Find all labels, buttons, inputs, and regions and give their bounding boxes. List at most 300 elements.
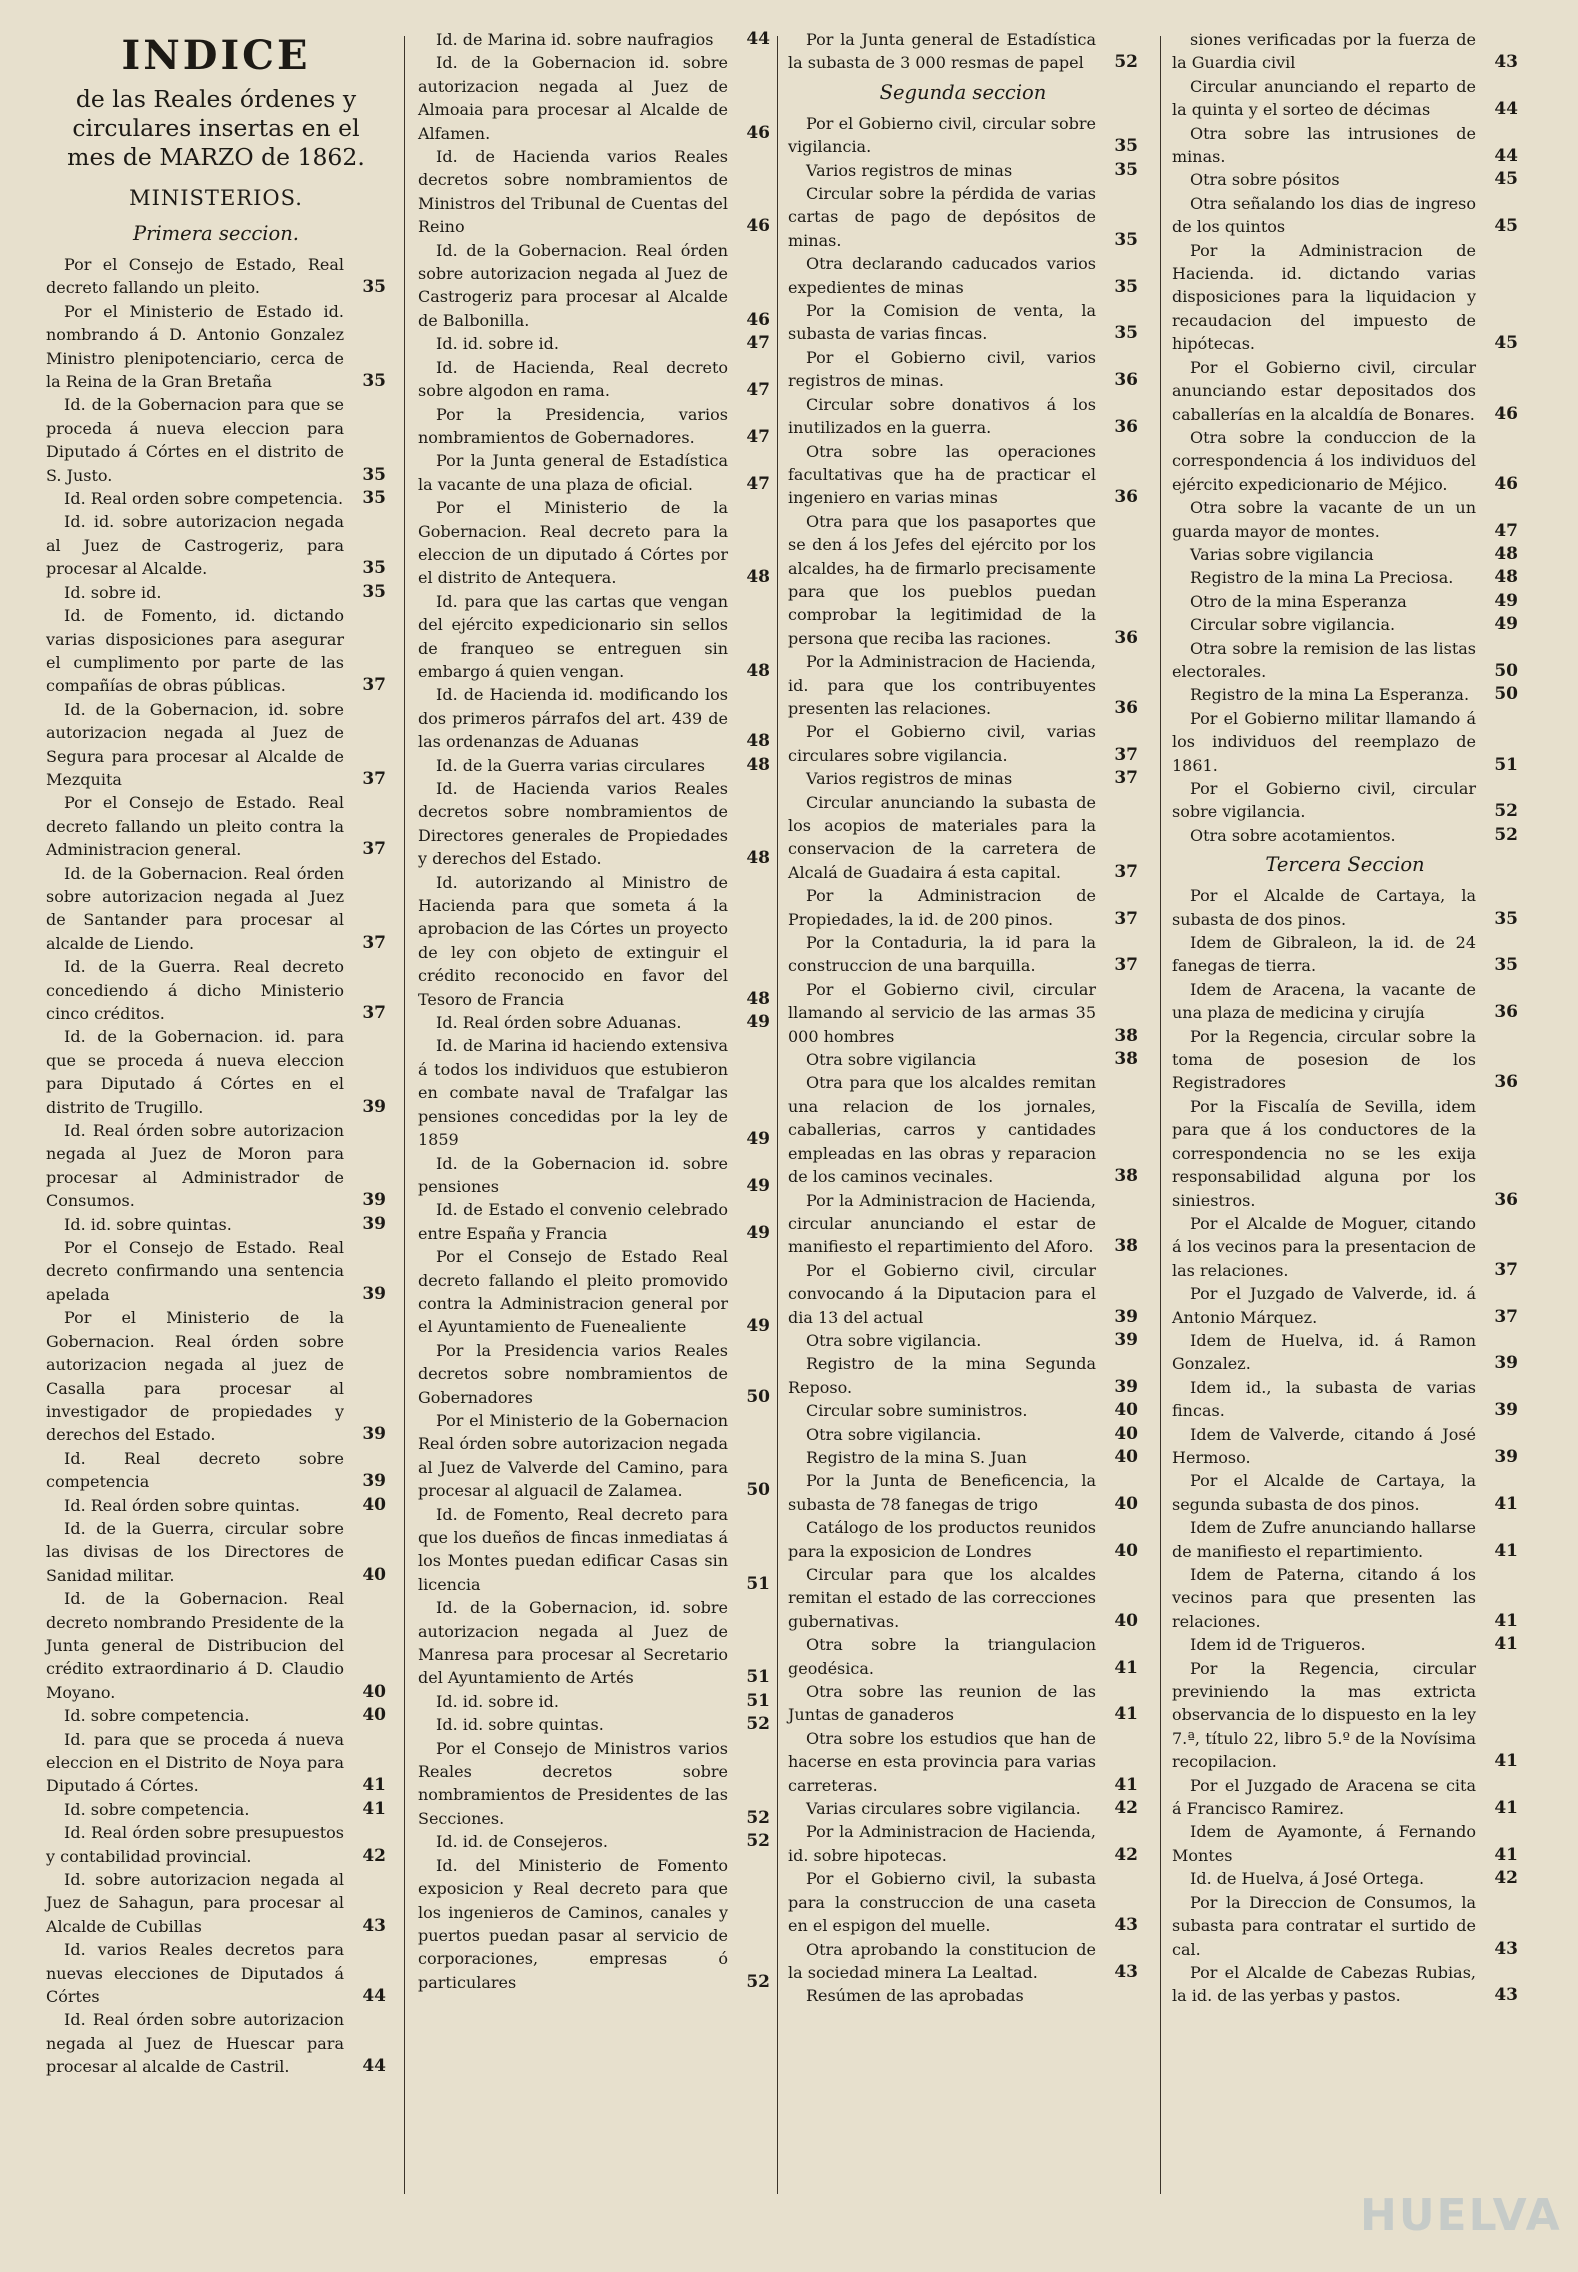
entry-text: Por el Consejo de Estado, Real decreto fallando un pleito. — [46, 255, 344, 298]
entry-text: Circular anunciando el reparto de la quinta y el sorteo de décimas — [1172, 76, 1476, 120]
index-entry — [418, 590, 770, 684]
entry-text: Otra declarando caducados varios expedientes de minas — [788, 254, 1096, 297]
index-entry — [1172, 28, 1518, 75]
entry-page-number: 39 — [1114, 1376, 1138, 1397]
entry-text: Otra sobre acotamientos. — [1190, 825, 1396, 845]
entry-page-number: 48 — [746, 988, 770, 1009]
entry-page-number: 52 — [746, 1831, 770, 1852]
entry-page-number: 39 — [362, 1190, 386, 1211]
entry-page-number: 40 — [362, 1681, 386, 1702]
index-entry — [46, 1517, 386, 1587]
entry-text: Idem de Valverde, citando á José Hermoso. — [1172, 1424, 1476, 1467]
index-entry — [788, 1633, 1138, 1680]
index-entry — [788, 1984, 1138, 2007]
entry-page-number: 41 — [1494, 1634, 1518, 1655]
entry-list-2 — [418, 28, 770, 1994]
entry-page-number: 39 — [1494, 1446, 1518, 1467]
entry-text: Id. id. sobre quintas. — [436, 1715, 604, 1735]
index-entry — [788, 884, 1138, 931]
entry-text: Circular anunciando la subasta de los acopios de materiales para la conservacion de la carretera de Alcalá de Guadaira á esta capital. — [788, 792, 1096, 882]
entry-page-number: 48 — [1494, 567, 1518, 588]
entry-text: Varias sobre vigilancia — [1190, 544, 1374, 564]
entry-text: Circular sobre vigilancia. — [1190, 615, 1396, 635]
entry-page-number: 43 — [1494, 1938, 1518, 1959]
entry-text: Id. de la Gobernacion. Real órden sobre autorizacion negada al Juez de Santander para procesar al alcalde de Liendo. — [46, 863, 344, 953]
entry-text: Id. de Hacienda varios Reales decretos sobre nombramientos de Ministros del Tribunal de Cuentas del Reino — [418, 147, 728, 237]
entry-text: Por la Regencia, circular previniendo la mas extricta observancia de lo dispuesto en la ley 7.ª, título 22, libro 5.º de la Novísima recopilacion. — [1172, 1658, 1476, 1772]
index-entry — [788, 1938, 1138, 1985]
index-entry — [46, 604, 386, 698]
entry-text: Idem de Aracena, la vacante de una plaza de medicina y cirujía — [1172, 979, 1476, 1023]
entry-page-number: 51 — [746, 1667, 770, 1688]
entry-text: Id. Real orden sobre competencia. — [64, 489, 344, 509]
entry-text: Por la Administracion de Hacienda, circular anunciando el estar de manifiesto el repartimiento del Aforo. — [788, 1190, 1096, 1257]
entry-page-number: 35 — [1494, 908, 1518, 929]
entry-text: Idem de Gibraleon, la id. de 24 fanegas de tierra. — [1172, 933, 1476, 976]
entry-text: Varios registros de minas — [806, 769, 1013, 789]
index-entry — [1172, 1376, 1518, 1423]
entry-page-number: 37 — [362, 839, 386, 860]
entry-text: Idem de Huelva, id. á Ramon Gonzalez. — [1172, 1330, 1476, 1374]
entry-text: Por el Ministerio de Estado id. nombrando á D. Antonio Gonzalez Ministro plenipotenciario, cerca de la Reina de la Gran Bretaña — [46, 301, 344, 392]
entry-page-number: 42 — [1494, 1868, 1518, 1889]
entry-page-number: 37 — [362, 768, 386, 789]
entry-text: Id. id. de Consejeros. — [436, 1832, 608, 1852]
entry-page-number: 39 — [1494, 1353, 1518, 1374]
index-entry — [788, 510, 1138, 650]
entry-page-number: 49 — [1494, 614, 1518, 635]
entry-page-number: 35 — [1494, 955, 1518, 976]
index-entry — [1172, 683, 1518, 706]
entry-page-number: 46 — [746, 216, 770, 237]
entry-page-number: 36 — [1114, 697, 1138, 718]
index-entry — [788, 1446, 1138, 1469]
index-entry — [1172, 590, 1518, 613]
entry-page-number: 44 — [1494, 99, 1518, 120]
index-entry — [788, 28, 1138, 75]
entry-text: Id. de la Gobernacion id. sobre pensiones — [418, 1153, 728, 1196]
index-entry — [788, 1797, 1138, 1820]
entry-text: Otra sobre las intrusiones de minas. — [1172, 123, 1476, 167]
index-entry — [1172, 192, 1518, 239]
entry-page-number: 40 — [1114, 1423, 1138, 1444]
index-entry — [1172, 566, 1518, 589]
index-entry — [1172, 1469, 1518, 1516]
index-entry — [1172, 426, 1518, 496]
entry-page-number: 41 — [1494, 1798, 1518, 1819]
index-entry — [418, 1503, 770, 1597]
entry-text: Id. para que las cartas que vengan del ejército expedicionario sin sellos de franqueo se entreguen sin embargo á quien vengan. — [418, 591, 728, 681]
entry-page-number: 37 — [1114, 861, 1138, 882]
index-entry — [418, 1830, 770, 1853]
index-entry — [418, 51, 770, 145]
section-heading-tercera: Tercera Seccion — [1265, 853, 1425, 877]
index-entry — [788, 112, 1138, 159]
ministerios-heading: MINISTERIOS. — [129, 186, 303, 210]
column-rule — [777, 36, 778, 2194]
entry-text: Id. Real órden sobre presupuestos y contabilidad provincial. — [46, 1823, 344, 1866]
entry-page-number: 41 — [1114, 1704, 1138, 1725]
entry-text: Por el Alcalde de Moguer, citando á los vecinos para la presentacion de las relaciones. — [1172, 1213, 1476, 1280]
entry-text: Resúmen de las aprobadas — [806, 1986, 1024, 2006]
entry-page-number: 41 — [362, 1798, 386, 1819]
entry-page-number: 35 — [362, 558, 386, 579]
entry-page-number: 48 — [746, 660, 770, 681]
entry-page-number: 35 — [362, 371, 386, 392]
entry-page-number: 47 — [746, 473, 770, 494]
entry-text: Id. Real órden sobre quintas. — [64, 1495, 300, 1515]
index-entry — [1172, 168, 1518, 191]
index-entry — [788, 159, 1138, 182]
entry-page-number: 37 — [362, 932, 386, 953]
entry-page-number: 35 — [362, 277, 386, 298]
entry-text: Circular sobre suministros. — [806, 1401, 1028, 1421]
index-entry — [788, 720, 1138, 767]
entry-text: Otra sobre la remision de las listas electorales. — [1172, 638, 1476, 681]
index-entry — [1172, 978, 1518, 1025]
index-entry — [1172, 884, 1518, 931]
entry-page-number: 47 — [1494, 520, 1518, 541]
entry-page-number: 52 — [746, 1714, 770, 1735]
entry-page-number: 47 — [746, 333, 770, 354]
entry-page-number: 49 — [746, 1129, 770, 1150]
entry-page-number: 41 — [1114, 1774, 1138, 1795]
index-entry — [1172, 1025, 1518, 1095]
entry-text: Id. id. sobre id. — [436, 1691, 559, 1711]
index-entry — [418, 1245, 770, 1339]
column-rule — [1160, 36, 1161, 2194]
index-entry — [1172, 1516, 1518, 1563]
entry-text: Por la Direccion de Consumos, la subasta para contratar el surtido de cal. — [1172, 1892, 1476, 1959]
entry-page-number: 36 — [1114, 627, 1138, 648]
entry-text: Id. id. sobre autorizacion negada al Juez de Castrogeriz, para procesar al Alcalde. — [46, 512, 344, 579]
entry-page-number: 41 — [1494, 1610, 1518, 1631]
entry-page-number: 41 — [1494, 1844, 1518, 1865]
entry-text: Por el Alcalde de Cartaya, la subasta de dos pinos. — [1172, 886, 1476, 929]
entry-text: Id. de Estado el convenio celebrado entre España y Francia — [418, 1200, 728, 1243]
entry-page-number: 42 — [1114, 1844, 1138, 1865]
index-entry — [418, 1011, 770, 1034]
entry-page-number: 40 — [1114, 1400, 1138, 1421]
index-entry — [788, 346, 1138, 393]
index-entry — [788, 1259, 1138, 1329]
entry-text: Otra aprobando la constitucion de la sociedad minera La Lealtad. — [788, 1939, 1096, 1982]
index-entry — [1172, 1633, 1518, 1656]
entry-page-number: 44 — [1494, 146, 1518, 167]
entry-page-number: 49 — [1494, 590, 1518, 611]
entry-text: Catálogo de los productos reunidos para la exposicion de Londres — [788, 1518, 1096, 1561]
entry-page-number: 44 — [362, 2056, 386, 2077]
index-entry — [1172, 1774, 1518, 1821]
entry-text: Id. de la Gobernacion para que se proceda á nueva eleccion para Diputado á Córtes en el distrito de S. Justo. — [46, 395, 344, 485]
index-entry — [1172, 122, 1518, 169]
index-entry — [1172, 1095, 1518, 1212]
entry-text: Por la Junta general de Estadística la vacante de una plaza de oficial. — [418, 451, 728, 494]
index-entry — [418, 1713, 770, 1736]
entry-text: Idem de Paterna, citando á los vecinos para que presenten las relaciones. — [1172, 1565, 1476, 1631]
index-entry — [46, 1213, 386, 1236]
index-entry — [788, 1189, 1138, 1259]
entry-text: Varios registros de minas — [806, 160, 1013, 180]
index-entry — [788, 1680, 1138, 1727]
entry-text: Id. sobre autorizacion negada al Juez de Sahagun, para procesar al Alcalde de Cubillas — [46, 1870, 344, 1936]
entry-page-number: 39 — [1494, 1400, 1518, 1421]
entry-page-number: 35 — [362, 488, 386, 509]
index-entry — [788, 393, 1138, 440]
index-entry — [418, 1034, 770, 1151]
entry-text: Idem id de Trigueros. — [1190, 1635, 1366, 1655]
entry-text: Id. de la Guerra varias circulares — [436, 755, 705, 775]
entry-text: Id. id. sobre quintas. — [64, 1214, 232, 1234]
entry-text: Otra sobre la conduccion de la correspondencia á los individuos del ejército expedicionario de Méjico. — [1172, 427, 1476, 494]
entry-text: Por la Administracion de Propiedades, la id. de 200 pinos. — [788, 886, 1096, 929]
entry-page-number: 48 — [1494, 543, 1518, 564]
index-entry — [788, 1352, 1138, 1399]
entry-page-number: 52 — [1494, 801, 1518, 822]
index-entry — [46, 581, 386, 604]
entry-page-number: 36 — [1114, 417, 1138, 438]
index-entry — [418, 683, 770, 753]
index-entry — [46, 1798, 386, 1821]
index-entry — [418, 1152, 770, 1199]
index-entry — [1172, 1423, 1518, 1470]
entry-text: Id. Real órden sobre autorizacion negada al Juez de Moron para procesar al Administrador de Consumos. — [46, 1121, 344, 1211]
entry-page-number: 45 — [1494, 333, 1518, 354]
entry-text: Id. de Marina id. sobre naufragios — [436, 30, 714, 49]
entry-page-number: 39 — [362, 1471, 386, 1492]
index-entry — [46, 487, 386, 510]
entry-page-number: 40 — [362, 1494, 386, 1515]
entry-text: Otra sobre vigilancia. — [806, 1330, 982, 1350]
entry-page-number: 47 — [746, 426, 770, 447]
index-entry — [1172, 613, 1518, 636]
entry-page-number: 48 — [746, 567, 770, 588]
entry-page-number: 51 — [746, 1690, 770, 1711]
entry-text: siones verificadas por la fuerza de la Guardia civil — [1172, 30, 1476, 73]
entry-text: Por el Ministerio de la Gobernacion Real órden sobre autorizacion negada al Juez de Valverde del Camino, para procesar al alguacil de Zalamea. — [418, 1410, 728, 1501]
index-entry — [46, 253, 386, 300]
entry-text: Id. de Huelva, á José Ortega. — [1190, 1869, 1425, 1889]
entry-page-number: 37 — [362, 675, 386, 696]
index-entry — [46, 1119, 386, 1213]
entry-text: Por la Contaduria, la id para la construccion de una barquilla. — [788, 933, 1096, 976]
index-entry — [418, 777, 770, 871]
entry-text: Otra sobre las reunion de las Juntas de ganaderos — [788, 1682, 1096, 1725]
index-entry — [46, 1236, 386, 1306]
entry-text: Id. para que se proceda á nueva eleccion en el Distrito de Noya para Diputado á Córtes. — [46, 1729, 344, 1796]
index-entry — [46, 955, 386, 1025]
index-entry — [418, 332, 770, 355]
entry-page-number: 38 — [1114, 1049, 1138, 1070]
entry-page-number: 40 — [1114, 1493, 1138, 1514]
entry-text: Id. de Hacienda, Real decreto sobre algodon en rama. — [418, 357, 728, 401]
entry-page-number: 50 — [1494, 660, 1518, 681]
index-entry — [46, 393, 386, 487]
index-entry — [46, 698, 386, 792]
entry-page-number: 36 — [1114, 487, 1138, 508]
entry-text: Circular sobre la pérdida de varias cartas de pago de depósitos de minas. — [788, 184, 1096, 250]
index-entry — [788, 252, 1138, 299]
entry-page-number: 41 — [362, 1775, 386, 1796]
index-entry — [1172, 707, 1518, 777]
index-entry — [1172, 637, 1518, 684]
section-heading-primera: Primera seccion. — [133, 222, 299, 245]
entry-page-number: 51 — [1494, 754, 1518, 775]
entry-text: Id. de la Gobernacion. id. para que se proceda á nueva eleccion para Diputado á Córtes en el distrito de Trugillo. — [46, 1027, 344, 1117]
entry-page-number: 40 — [362, 1705, 386, 1726]
entry-text: Por el Gobierno civil, varios registros de minas. — [788, 347, 1096, 391]
entry-page-number: 50 — [1494, 684, 1518, 705]
entry-page-number: 38 — [1114, 1025, 1138, 1046]
entry-page-number: 51 — [746, 1573, 770, 1594]
entry-text: Circular sobre donativos á los inutilizados en la guerra. — [788, 394, 1096, 438]
entry-text: Por el Alcalde de Cabezas Rubias, la id. de las yerbas y pastos. — [1172, 1962, 1476, 2006]
entry-page-number: 48 — [746, 754, 770, 775]
entry-text: Otra señalando los dias de ingreso de los quintos — [1172, 193, 1476, 237]
index-entry — [1172, 356, 1518, 426]
index-entry — [46, 1821, 386, 1868]
index-entry — [46, 1728, 386, 1798]
entry-page-number: 43 — [362, 1915, 386, 1936]
entry-page-number: 42 — [362, 1845, 386, 1866]
entry-page-number: 45 — [1494, 169, 1518, 190]
entry-text: Por el Gobierno civil, varias circulares sobre vigilancia. — [788, 722, 1096, 765]
index-entry — [1172, 777, 1518, 824]
entry-page-number: 46 — [1494, 473, 1518, 494]
entry-text: Por la Comision de venta, la subasta de varias fincas. — [788, 301, 1096, 344]
entry-text: Por el Consejo de Ministros varios Reales decretos sobre nombramientos de Presidentes de las Secciones. — [418, 1738, 728, 1828]
entry-page-number: 39 — [362, 1213, 386, 1234]
entry-page-number: 52 — [1494, 824, 1518, 845]
entry-list-3a — [788, 28, 1138, 75]
entry-list-4a — [1172, 28, 1518, 847]
entry-page-number: 52 — [1114, 52, 1138, 73]
index-entry — [46, 300, 386, 394]
index-entry — [46, 1025, 386, 1119]
entry-page-number: 47 — [746, 380, 770, 401]
entry-text: Id. de Marina id haciendo extensiva á todos los individuos que estubieron en combate naval de Trafalgar las pensiones concedidas por la ley de 1859 — [418, 1036, 728, 1150]
entry-text: Id. de Fomento, id. dictando varias disposiciones para asegurar el cumplimento por parte de las compañías de obras públicas. — [46, 606, 344, 696]
entry-page-number: 44 — [362, 1986, 386, 2007]
entry-list-1 — [46, 253, 386, 2079]
index-entry — [788, 299, 1138, 346]
entry-page-number: 37 — [362, 1003, 386, 1023]
entry-text: Idem id., la subasta de varias fincas. — [1172, 1377, 1476, 1421]
entry-text: Por la Junta de Beneficencia, la subasta de 78 fanegas de trigo — [788, 1471, 1096, 1514]
entry-list-3b — [788, 112, 1138, 2008]
index-entry — [788, 1563, 1138, 1633]
entry-page-number: 46 — [746, 122, 770, 143]
entry-page-number: 36 — [1494, 1002, 1518, 1023]
entry-text: Otra sobre la triangulacion geodésica. — [788, 1635, 1096, 1678]
index-entry — [788, 1399, 1138, 1422]
index-entry — [788, 1867, 1138, 1937]
entry-text: Por el Gobierno civil, circular sobre vigilancia. — [1172, 779, 1476, 822]
index-entry — [788, 182, 1138, 252]
entry-page-number: 40 — [362, 1564, 386, 1585]
entry-page-number: 37 — [1494, 1306, 1518, 1327]
entry-text: Por el Gobierno civil, la subasta para la construccion de una caseta en el espigon del muelle. — [788, 1869, 1096, 1936]
index-entry — [46, 1494, 386, 1517]
entry-page-number: 39 — [362, 1283, 386, 1304]
entry-page-number: 36 — [1494, 1072, 1518, 1093]
index-entry — [788, 1329, 1138, 1352]
index-entry — [418, 28, 770, 51]
index-subtitle: de las Reales órdenes y circulares insertas en el mes de MARZO de 1862. — [67, 85, 365, 171]
index-entry — [788, 1727, 1138, 1797]
index-entry — [788, 978, 1138, 1048]
entry-text: Otra sobre pósitos — [1190, 170, 1340, 190]
index-entry — [418, 1690, 770, 1713]
entry-page-number: 40 — [1114, 1540, 1138, 1561]
index-entry — [1172, 1329, 1518, 1376]
entry-page-number: 41 — [1114, 1657, 1138, 1678]
entry-text: Por el Juzgado de Valverde, id. á Antonio Márquez. — [1172, 1284, 1476, 1327]
entry-text: Otra para que los alcaldes remitan una relacion de los jornales, caballerias, carros y cantidades empleadas en las obras y reparacion de los caminos vecinales. — [788, 1073, 1096, 1187]
entry-page-number: 37 — [1114, 744, 1138, 765]
entry-text: Por la Fiscalía de Sevilla, idem para que á los conductores de la correspondencia no se les exija responsabilidad alguna por los siniestros. — [1172, 1096, 1476, 1210]
entry-text: Id. autorizando al Ministro de Hacienda para que someta á la aprobacion de las Córtes un proyecto de ley con objeto de extinguir el crédito reconocido en favor del Tesoro de Francia — [418, 872, 728, 1009]
entry-text: Id. sobre id. — [64, 582, 162, 602]
entry-text: Por el Consejo de Estado. Real decreto confirmando una sentencia apelada — [46, 1238, 344, 1304]
index-entry — [788, 440, 1138, 510]
entry-text: Otra sobre vigilancia. — [806, 1424, 982, 1444]
index-entry — [788, 767, 1138, 790]
entry-page-number: 41 — [1494, 1493, 1518, 1514]
entry-page-number: 35 — [362, 581, 386, 602]
entry-page-number: 39 — [1114, 1329, 1138, 1350]
index-entry — [418, 449, 770, 496]
index-entry — [788, 650, 1138, 720]
index-title: INDICE — [121, 32, 311, 79]
entry-text: Id. Real decreto sobre competencia — [46, 1448, 344, 1492]
entry-text: Registro de la mina La Preciosa. — [1190, 568, 1454, 588]
entry-page-number: 49 — [746, 1316, 770, 1337]
entry-text: Id. Real órden sobre Aduanas. — [436, 1013, 682, 1033]
entry-page-number: 48 — [746, 848, 770, 869]
entry-page-number: 52 — [746, 1807, 770, 1828]
index-entry — [46, 1587, 386, 1704]
index-entry — [788, 1469, 1138, 1516]
entry-page-number: 37 — [1114, 955, 1138, 976]
entry-text: Varias circulares sobre vigilancia. — [806, 1799, 1081, 1819]
index-entry — [418, 145, 770, 239]
entry-text: Id. de la Gobernacion, id. sobre autorizacion negada al Juez de Manresa para procesar al Secretario del Ayuntamiento de Artés — [418, 1598, 728, 1688]
index-entry — [46, 1704, 386, 1727]
entry-page-number: 50 — [746, 1386, 770, 1407]
index-entry — [1172, 824, 1518, 847]
entry-page-number: 43 — [1114, 1915, 1138, 1936]
entry-page-number: 46 — [1494, 403, 1518, 424]
index-entry — [1172, 1657, 1518, 1774]
entry-page-number: 37 — [1114, 908, 1138, 929]
entry-text: Por el Alcalde de Cartaya, la segunda subasta de dos pinos. — [1172, 1471, 1476, 1514]
index-entry — [418, 1339, 770, 1409]
entry-text: Id. de Hacienda varios Reales decretos sobre nombramientos de Directores generales de Propiedades y derechos del Estado. — [418, 779, 728, 869]
index-entry — [1172, 1867, 1518, 1890]
entry-page-number: 39 — [362, 1424, 386, 1445]
index-entry — [788, 791, 1138, 885]
entry-page-number: 43 — [1114, 1961, 1138, 1982]
entry-text: Id. de la Gobernacion, id. sobre autorizacion negada al Juez de Segura para procesar al Alcalde de Mezquita — [46, 699, 344, 789]
index-entry — [1172, 496, 1518, 543]
entry-page-number: 39 — [362, 1096, 386, 1117]
entry-text: Por el Gobierno civil, circular anunciando estar depositados dos caballerías en la alcaldía de Bonares. — [1172, 357, 1476, 424]
entry-text: Otra para que los pasaportes que se den á los Jefes del ejército por los alcaldes, ha de firmarlo precisamente para que los pueblos puedan comprobar la legitimidad de la persona que reciba las raciones. — [788, 511, 1096, 648]
index-entry — [1172, 931, 1518, 978]
entry-text: Circular para que los alcaldes remitan el estado de las correcciones gubernativas. — [788, 1565, 1096, 1631]
entry-text: Por la Regencia, circular sobre la toma de posesion de los Registradores — [1172, 1026, 1476, 1093]
